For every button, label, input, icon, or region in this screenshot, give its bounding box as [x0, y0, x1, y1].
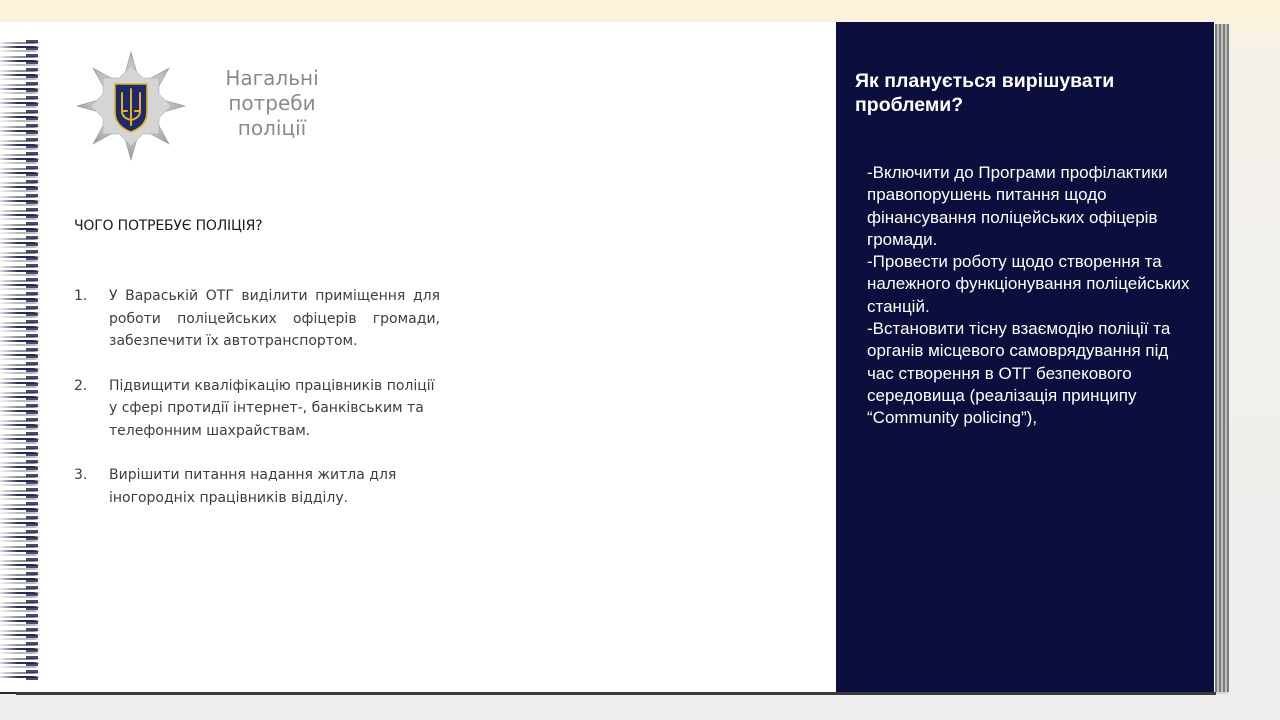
- solutions-panel: [836, 22, 1214, 692]
- list-item-text: Підвищити кваліфікацію працівників поліції у сфері протидії інтернет-, банківським та телефонним шахрайствам.: [109, 377, 435, 439]
- list-item: [74, 285, 440, 353]
- list-item-number: 3.: [74, 467, 88, 483]
- list-item-number: 2.: [74, 377, 88, 394]
- page-stack-edges: [1215, 24, 1229, 692]
- list-item: [74, 464, 440, 509]
- solution-paragraph: -Провести роботу щодо створення та належного функціонування поліцейських станцій.: [867, 252, 1190, 316]
- solutions-heading: Як планується вирішувати проблеми?: [855, 70, 1115, 116]
- spiral-binding-rings: [26, 40, 38, 680]
- list-item-text: Вирішити питання надання житла для іногородніх працівників відділу.: [109, 467, 397, 506]
- page-title: [200, 66, 344, 141]
- list-item-text: У Вараській ОТГ виділити приміщення для роботи поліцейських офіцерів громади, забезпечити їх автотранспортом.: [109, 288, 440, 349]
- solution-paragraph: -Встановити тісну взаємодію поліції та органів місцевого самоврядування під час створення в ОТГ безпекового середовища (реалізація принципу “Community policing”),: [867, 319, 1171, 428]
- solution-paragraph: -Включити до Програми профілактики правопорушень питання щодо фінансування поліцейських офіцерів громади.: [867, 163, 1168, 249]
- page-title-line: Нагальні: [225, 66, 319, 90]
- list-item: [74, 375, 440, 443]
- police-badge-icon: [75, 50, 187, 162]
- solutions-text: [867, 162, 1197, 430]
- page-title-line: потреби: [228, 91, 316, 115]
- needs-list: [74, 285, 440, 531]
- page-bottom-edge: [16, 692, 1216, 695]
- list-item-number: 1.: [74, 288, 88, 304]
- needs-question-heading: ЧОГО ПОТРЕБУЄ ПОЛІЦІЯ?: [74, 218, 263, 234]
- page-title-line: поліції: [237, 116, 307, 140]
